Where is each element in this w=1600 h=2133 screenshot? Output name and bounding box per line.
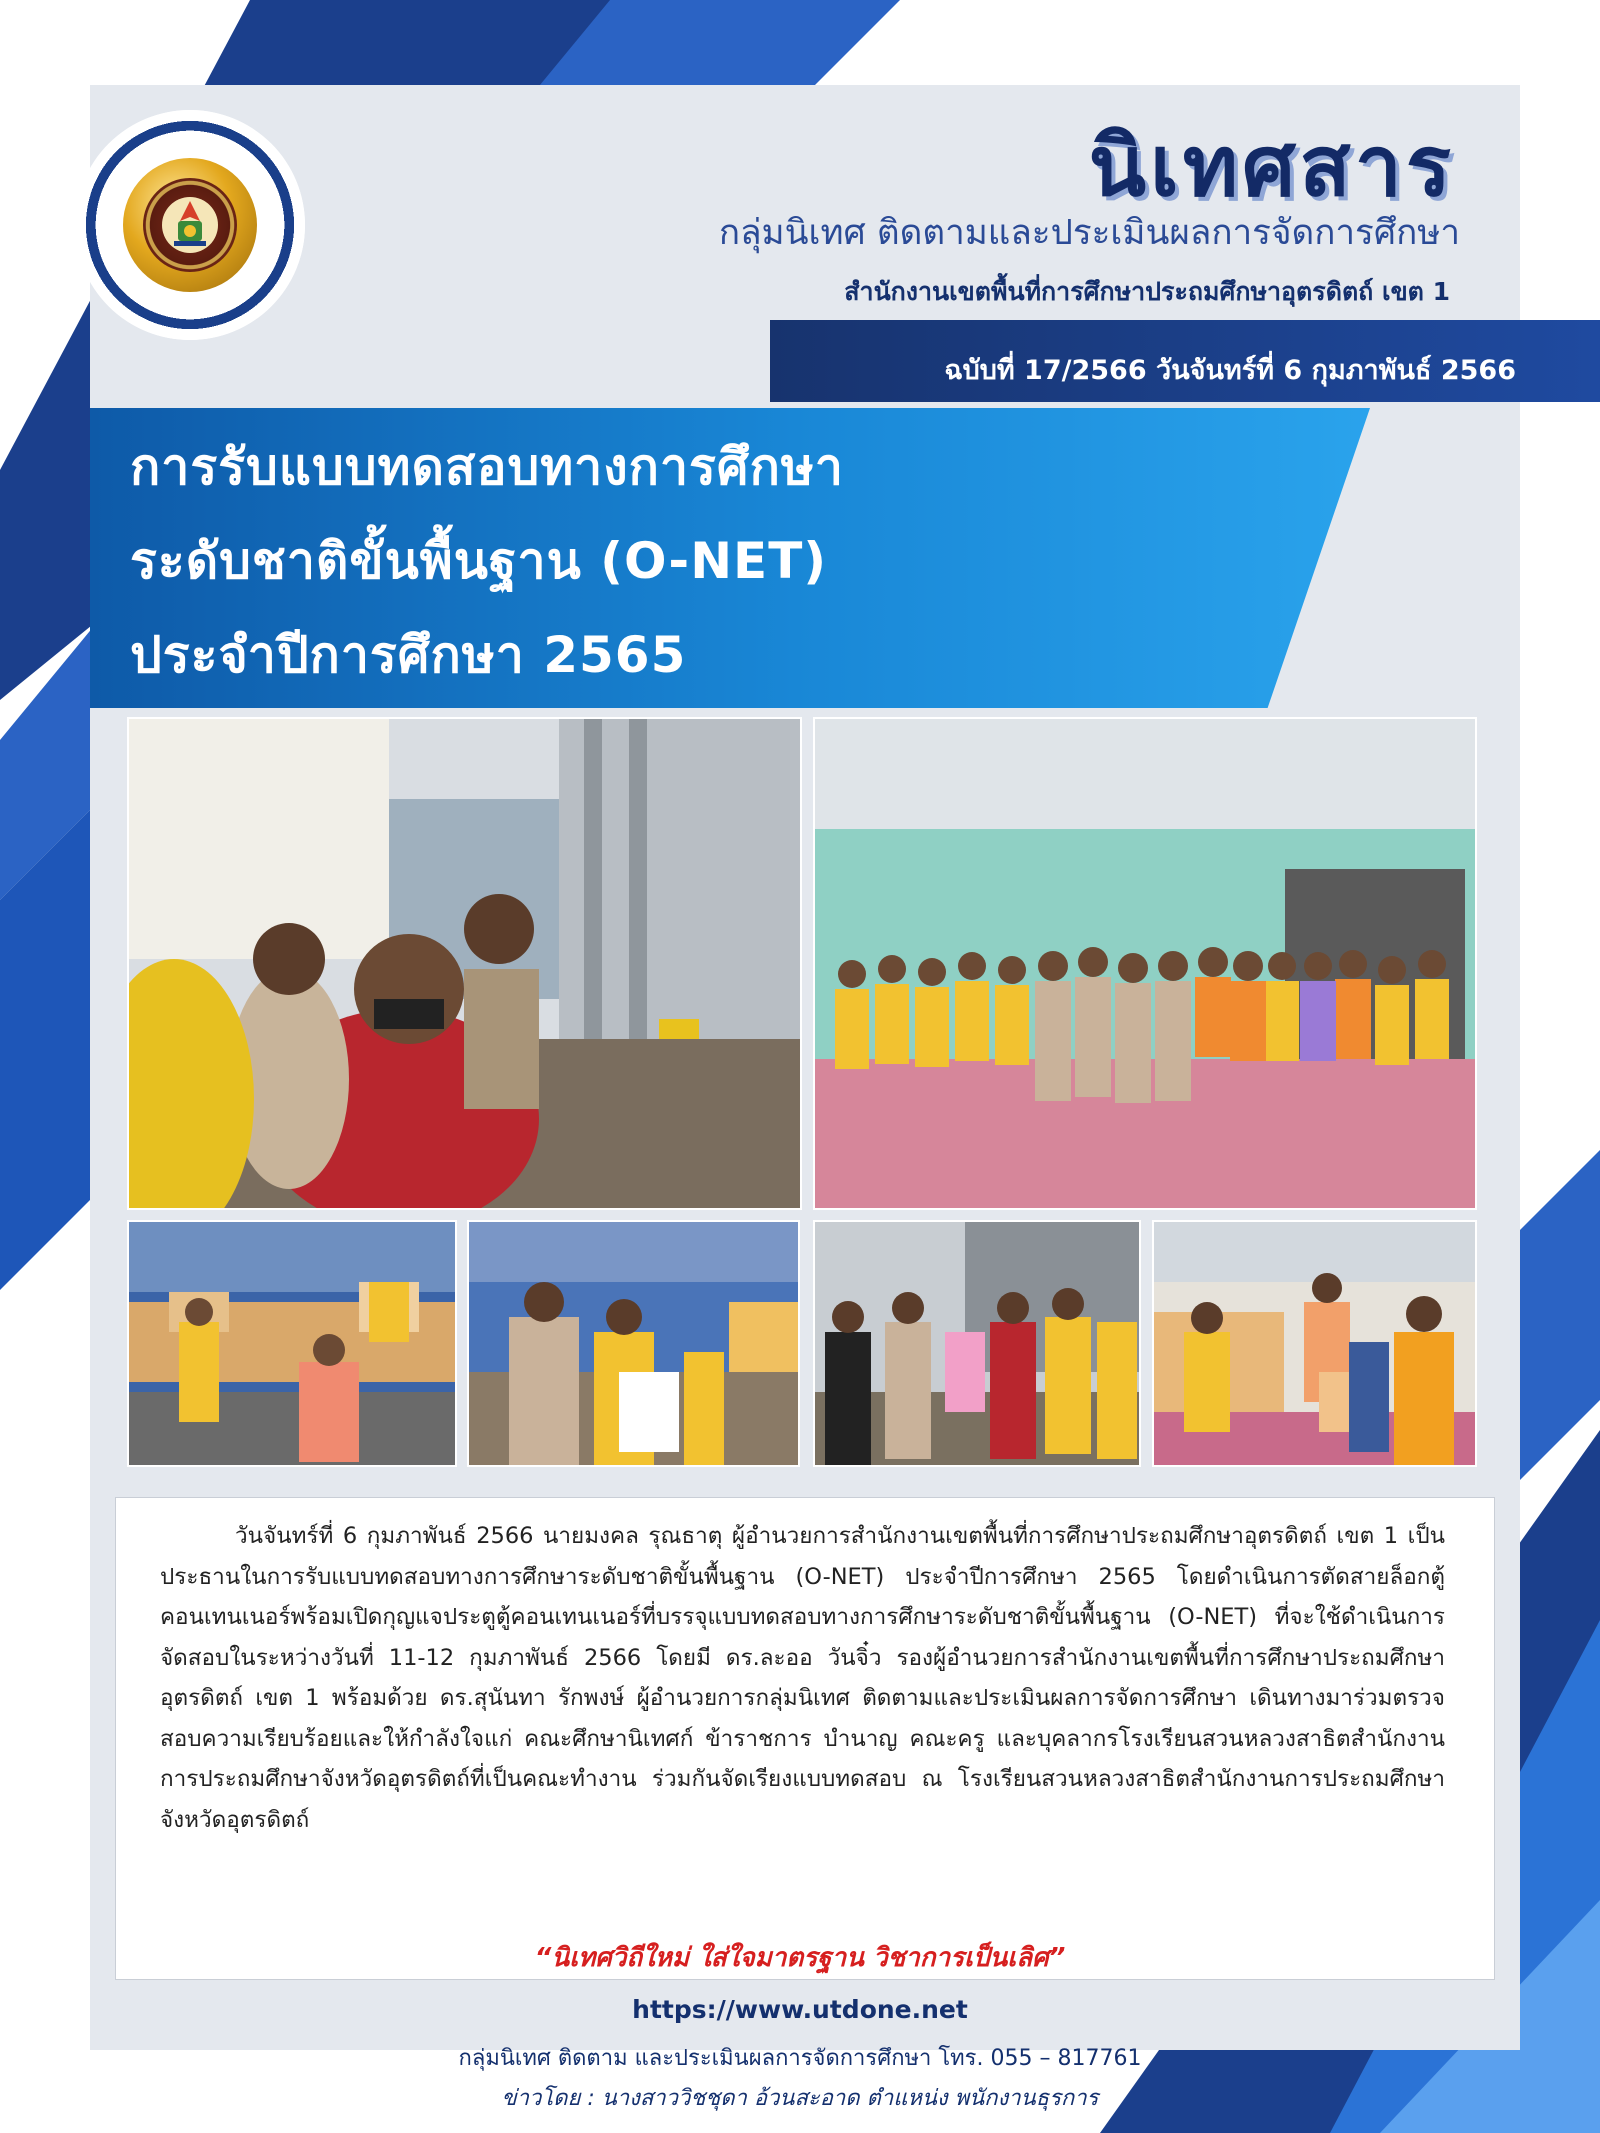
photo-group xyxy=(813,717,1477,1210)
photo-carrying-box xyxy=(1152,1220,1477,1467)
newsletter-title: นิเทศสาร xyxy=(1088,117,1455,215)
photo-handover xyxy=(813,1220,1141,1467)
photo-unloading-boxes xyxy=(127,1220,457,1467)
photo-receiving-document xyxy=(467,1220,800,1467)
office-name: สำนักงานเขตพื้นที่การศึกษาประถมศึกษาอุตรดิตถ์ เขต 1 xyxy=(844,277,1450,306)
group-subtitle: กลุ่มนิเทศ ติดตามและประเมินผลการจัดการศึกษา xyxy=(718,213,1460,253)
headline-line-3: ประจำปีการศึกษา 2565 xyxy=(130,626,687,684)
headline xyxy=(130,420,844,702)
article-paragraph: วันจันทร์ที่ 6 กุมภาพันธ์ 2566 นายมงคล รุณธาตุ ผู้อำนวยการสำนักงานเขตพื้นที่การศึกษาประถมศึกษาอุตรดิตถ์ เขต 1 เป็นประธานในการรับแบบทดสอบทางการศึกษาระดับชาติขั้นพื้นฐาน (O-NET) ประจำปีการศึกษา 2565 โดยดำเนินการตัดสายล็อกตู้คอนเทนเนอร์พร้อมเปิดกุญแจประตูตู้คอนเทนเนอร์ที่บรรจุแบบทดสอบทางการศึกษาระดับชาติขั้นพื้นฐาน (O-NET) ที่จะใช้ดำเนินการจัดสอบในระหว่างวันที่ 11-12 กุมภาพันธ์ 2566 โดยมี ดร.ละออ วันจิ๋ว รองผู้อำนวยการสำนักงานเขตพื้นที่การศึกษาประถมศึกษาอุตรดิตถ์ เขต 1 พร้อมด้วย ดร.สุนันทา รักพงษ์ ผู้อำนวยการกลุ่มนิเทศ ติดตามและประเมินผลการจัดการศึกษา เดินทางมาร่วมตรวจสอบความเรียบร้อยและให้กำลังใจแก่ คณะศึกษานิเทศก์ ข้าราชการ บำนาญ คณะครู และบุคลากรโรงเรียนสวนหลวงสาธิตสำนักงานการประถมศึกษาจังหวัดอุตรดิตถ์ที่เป็นคณะทำงาน ร่วมกันจัดเรียงแบบทดสอบ ณ โรงเรียนสวนหลวงสาธิตสำนักงานการประถมศึกษาจังหวัดอุตรดิตถ์ xyxy=(160,1523,1445,1833)
headline-line-1: การรับแบบทดสอบทางการศึกษา xyxy=(130,438,844,496)
headline-line-2: ระดับชาติขั้นพื้นฐาน (O-NET) xyxy=(130,532,828,590)
website-link[interactable]: https://www.utdone.net xyxy=(632,1995,968,2024)
motto: “นิเทศวิถีใหม่ ใส่ใจมาตรฐาน วิชาการเป็นเลิศ” xyxy=(534,1943,1066,1973)
issue-number: ฉบับที่ 17/2566 วันจันทร์ที่ 6 กุมภาพันธ์ 2566 xyxy=(944,355,1516,386)
photo-unlocking-container xyxy=(127,717,802,1210)
office-seal-icon xyxy=(143,178,237,272)
contact-line: กลุ่มนิเทศ ติดตาม และประเมินผลการจัดการศึกษา โทร. 055 – 817761 xyxy=(458,2046,1142,2071)
reporter-line: ข่าวโดย : นางสาววิชชุดา อ้วนสะอาด ตำแหน่ง พนักงานธุรการ xyxy=(501,2086,1099,2111)
